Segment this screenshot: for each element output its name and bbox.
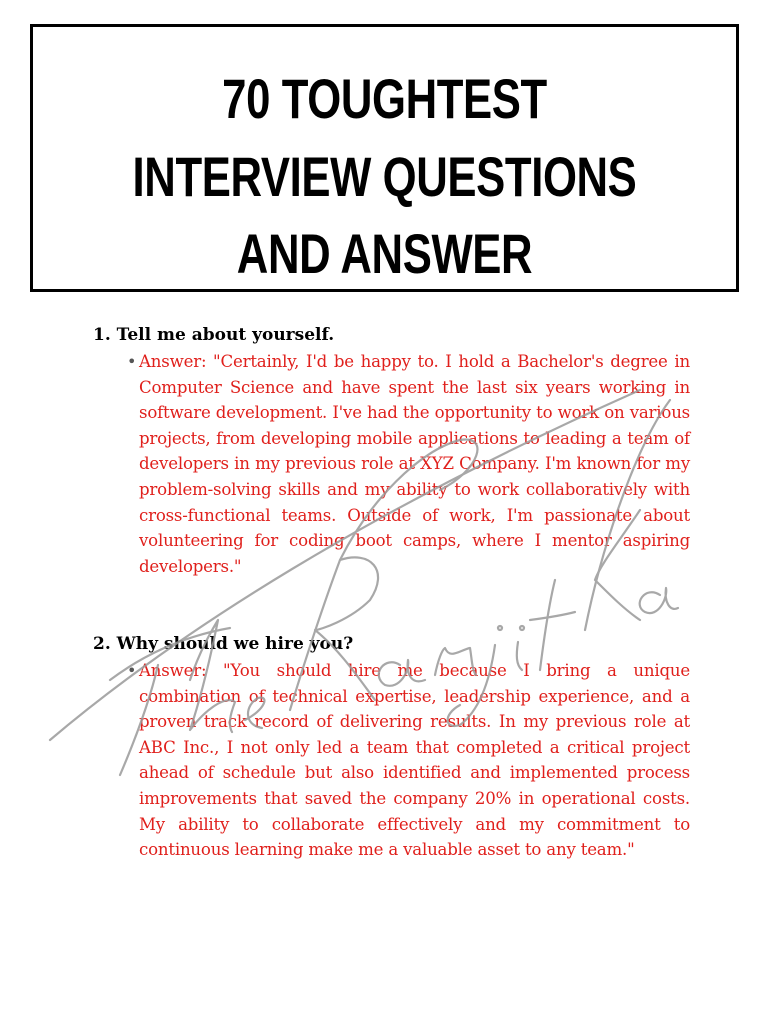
- question-1: 1. Tell me about yourself.: [93, 325, 335, 345]
- bullet-1: •: [127, 352, 137, 371]
- question-2: 2. Why should we hire you?: [93, 634, 354, 654]
- title-line-3: AND ANSWER: [236, 222, 533, 285]
- title-box: [30, 24, 739, 292]
- answer-2: Answer: "You should hire me because I bring a unique combination of technical expertise, leadership experience, and a proven track record of delivering results. In my previous role at ABC Inc., I not only led a team that completed a critical project ahead of schedule but also identified and implemented process improvements that saved the company 20% in operational costs. My ability to collaborate effectively and my commitment to continuous learning make me a valuable asset to any team.": [139, 661, 690, 860]
- title-line-1: 70 TOUGHTEST: [222, 67, 547, 130]
- bullet-2: •: [127, 661, 137, 680]
- title-line-2: INTERVIEW QUESTIONS: [132, 145, 637, 208]
- answer-1: Answer: "Certainly, I'd be happy to. I hold a Bachelor's degree in Computer Science and have spent the last six years working in software development. I've had the opportunity to work on various projects, from developing mobile applications to leading a team of developers in my previous role at XYZ Company. I'm known for my problem-solving skills and my ability to work collaboratively with cross-functional teams. Outside of work, I'm passionate about volunteering for coding boot camps, where I mentor aspiring developers.": [139, 352, 690, 576]
